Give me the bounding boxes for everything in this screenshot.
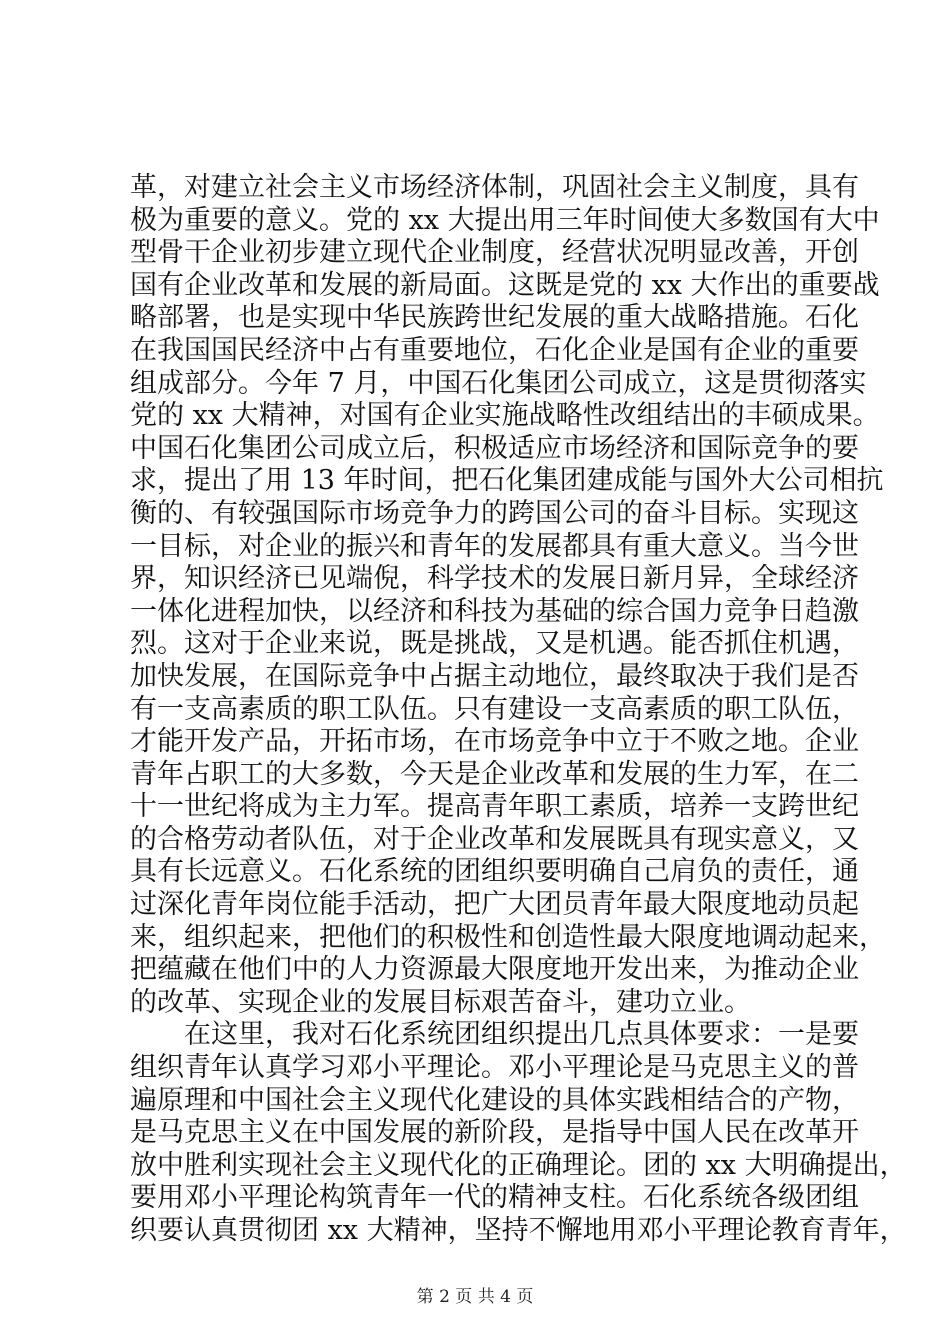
text-line: 来，组织起来，把他们的积极性和创造性最大限度地调动起来，	[130, 921, 886, 953]
text-line: 一体化进程加快，以经济和科技为基础的综合国力竞争日趋激	[130, 595, 859, 627]
text-line: 极为重要的意义。党的 xx 大提出用三年时间使大多数国有大中	[130, 204, 880, 236]
text-line: 烈。这对于企业来说，既是挑战，又是机遇。能否抓住机遇，	[130, 628, 859, 660]
text-line: 才能开发产品，开拓市场，在市场竞争中立于不败之地。企业	[130, 726, 859, 758]
text-line: 求，提出了用 13 年时间，把石化集团建成能与国外大公司相抗	[130, 465, 884, 497]
text-line: 要用邓小平理论构筑青年一代的精神支柱。石化系统各级团组	[130, 1182, 859, 1214]
text-line: 织要认真贯彻团 xx 大精神，坚持不懈地用邓小平理论教育青年，	[130, 1215, 907, 1246]
text-line: 组成部分。今年 7 月，中国石化集团公司成立，这是贯彻落实	[130, 367, 867, 399]
text-line: 党的 xx 大精神，对国有企业实施战略性改组结出的丰硕成果。	[130, 400, 880, 432]
text-line: 革，对建立社会主义市场经济体制，巩固社会主义制度，具有	[130, 172, 859, 203]
text-line: 在我国国民经济中占有重要地位，石化企业是国有企业的重要	[130, 334, 859, 366]
text-line: 有一支高素质的职工队伍。只有建设一支高素质的职工队伍，	[130, 693, 859, 725]
document-body	[130, 172, 907, 1248]
text-line: 过深化青年岗位能手活动，把广大团员青年最大限度地动员起	[130, 889, 859, 921]
paragraph-start-line: 在这里，我对石化系统团组织提出几点具体要求：一是要	[184, 1019, 859, 1051]
text-line: 衡的、有较强国际市场竞争力的跨国公司的奋斗目标。实现这	[130, 497, 859, 529]
text-line: 放中胜利实现社会主义现代化的正确理论。团的 xx 大明确提出，	[130, 1149, 907, 1181]
text-line: 把蕴藏在他们中的人力资源最大限度地开发出来，为推动企业	[130, 954, 859, 986]
text-line: 组织青年认真学习邓小平理论。邓小平理论是马克思主义的普	[130, 1052, 859, 1084]
text-line: 国有企业改革和发展的新局面。这既是党的 xx 大作出的重要战	[130, 269, 880, 301]
text-line: 遍原理和中国社会主义现代化建设的具体实践相结合的产物，	[130, 1084, 859, 1116]
text-line: 略部署，也是实现中华民族跨世纪发展的重大战略措施。石化	[130, 302, 859, 334]
text-line: 青年占职工的大多数，今天是企业改革和发展的生力军，在二	[130, 758, 859, 790]
text-line: 界，知识经济已见端倪，科学技术的发展日新月异，全球经济	[130, 563, 859, 595]
text-line: 加快发展，在国际竞争中占据主动地位，最终取决于我们是否	[130, 660, 859, 692]
text-line: 是马克思主义在中国发展的新阶段，是指导中国人民在改革开	[130, 1117, 859, 1149]
text-line: 中国石化集团公司成立后，积极适应市场经济和国际竞争的要	[130, 432, 859, 464]
text-line: 的合格劳动者队伍，对于企业改革和发展既具有现实意义，又	[130, 823, 859, 855]
page-number-footer: 第 2 页 共 4 页	[416, 1287, 534, 1307]
text-line: 型骨干企业初步建立现代企业制度，经营状况明显改善，开创	[130, 237, 859, 269]
text-line: 的改革、实现企业的发展目标艰苦奋斗，建功立业。	[130, 986, 751, 1018]
text-line: 十一世纪将成为主力军。提高青年职工素质，培养一支跨世纪	[130, 791, 859, 823]
text-line: 一目标，对企业的振兴和青年的发展都具有重大意义。当今世	[130, 530, 859, 562]
text-line: 具有长远意义。石化系统的团组织要明确自己肩负的责任，通	[130, 856, 859, 888]
